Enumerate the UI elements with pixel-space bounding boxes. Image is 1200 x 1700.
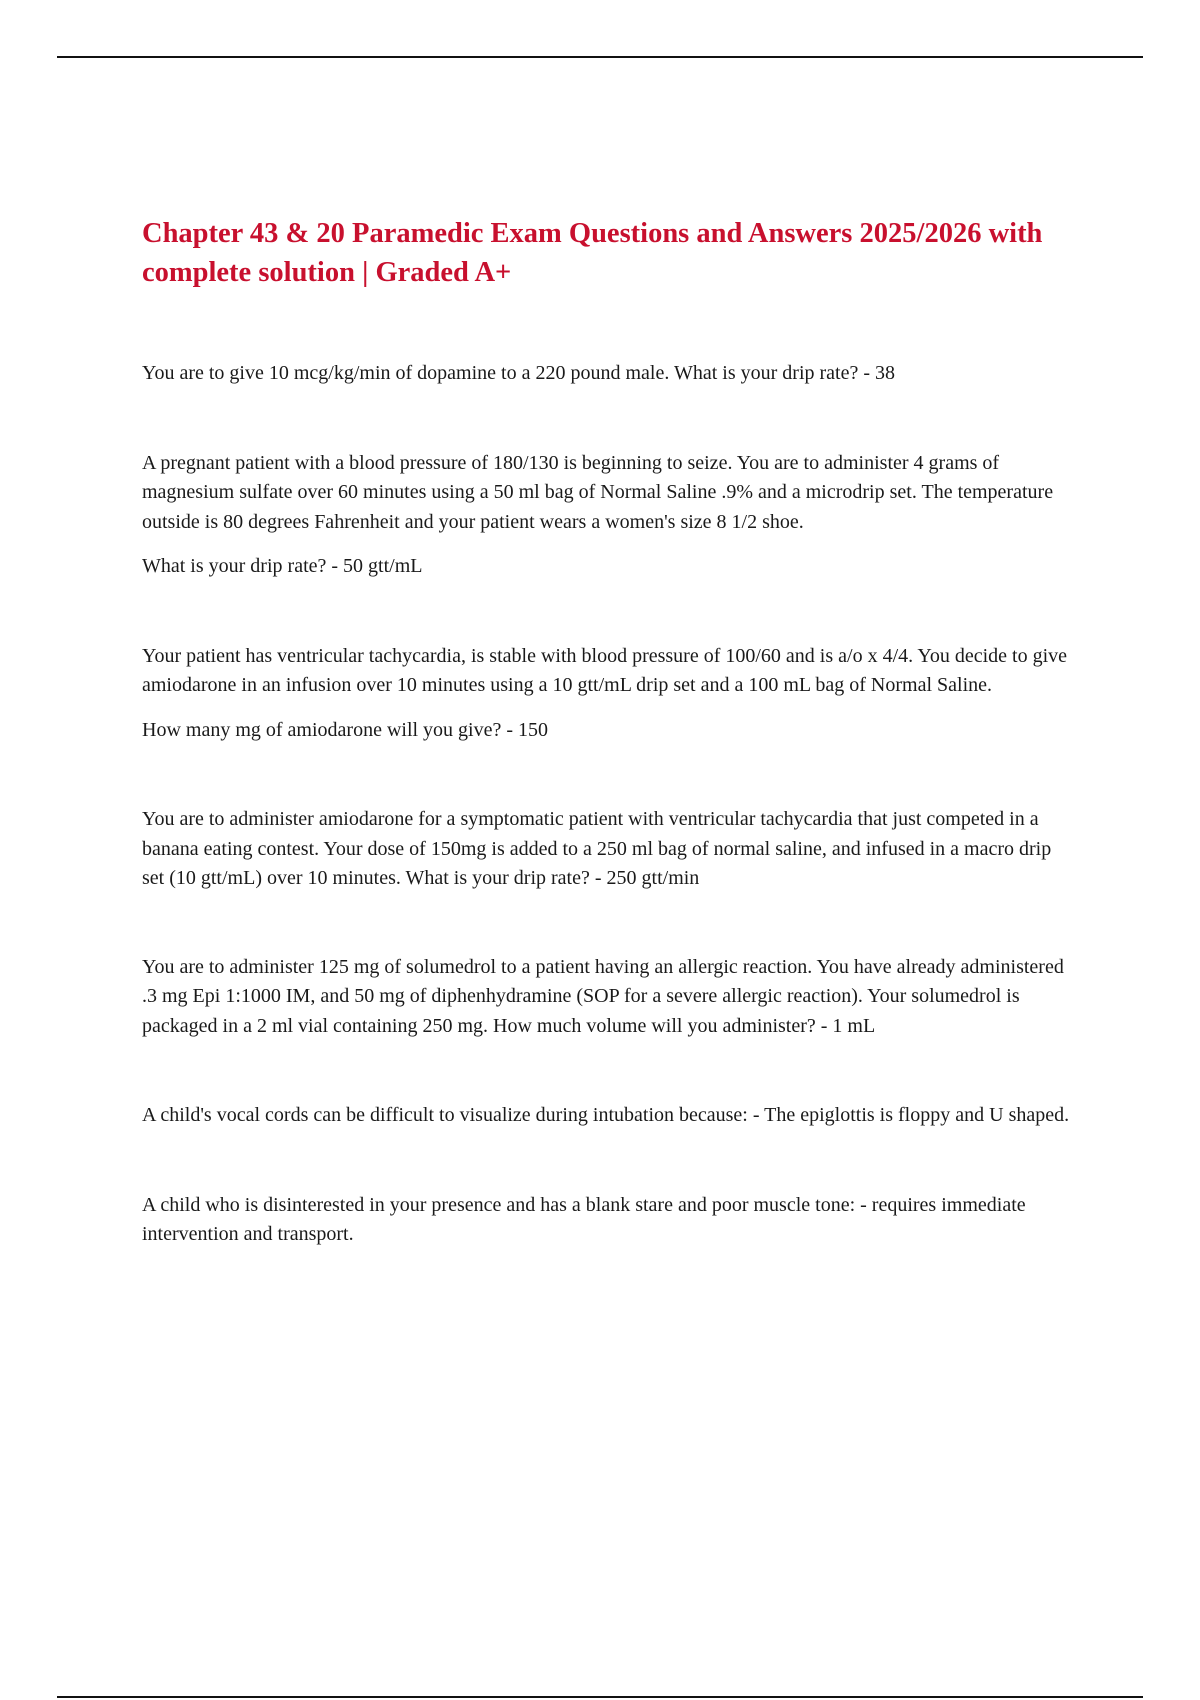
question-item — [142, 359, 1077, 389]
document-title: Chapter 43 & 20 Paramedic Exam Questions and Answers 2025/2026 with complete solution | Graded A+ — [142, 218, 1043, 288]
bottom-rule — [57, 1696, 1143, 1698]
question-text: A child's vocal cords can be difficult to visualize during intubation because: - The epiglottis is floppy and U shaped. — [142, 1104, 1070, 1126]
document-content — [142, 214, 1077, 1250]
top-rule — [57, 56, 1143, 58]
question-text: Your patient has ventricular tachycardia, is stable with blood pressure of 100/60 and is a/o x 4/4. You decide to give amiodarone in an infusion over 10 minutes using a 10 gtt/mL drip set and a 100 mL bag of Normal Saline. — [142, 644, 1068, 696]
question-text: A pregnant patient with a blood pressure of 180/130 is beginning to seize. You are to administer 4 grams of magnesium sulfate over 60 minutes using a 50 ml bag of Normal Saline .9% and a microdrip set. The temperature outside is 80 degrees Fahrenheit and your patient wears a women's size 8 1/2 shoe. — [142, 451, 1054, 533]
question-item — [142, 449, 1077, 582]
question-item — [142, 642, 1077, 746]
question-item — [142, 1101, 1077, 1131]
question-text: You are to administer 125 mg of solumedrol to a patient having an allergic reaction. You have already administered .3 mg Epi 1:1000 IM, and 50 mg of diphenhydramine (SOP for a severe allergic reaction). Your solumedrol is packaged in a 2 ml vial containing 250 mg. How much volume will you administer? - 1 mL — [142, 955, 1064, 1037]
question-item — [142, 953, 1077, 1042]
question-text: You are to give 10 mcg/kg/min of dopamine to a 220 pound male. What is your drip rate? - 38 — [142, 362, 896, 384]
question-text: How many mg of amiodarone will you give? - 150 — [142, 718, 549, 741]
question-item — [142, 1191, 1077, 1250]
question-text: You are to administer amiodarone for a symptomatic patient with ventricular tachycardia that just competed in a banana eating contest. Your dose of 150mg is added to a 250 ml bag of normal saline, and infused in a macro drip set (10 gtt/mL) over 10 minutes. What is your drip rate? - 250 gtt/min — [142, 808, 1052, 889]
question-item — [142, 805, 1077, 894]
question-text: A child who is disinterested in your presence and has a blank stare and poor muscle tone: - requires immediate intervention and transport. — [142, 1193, 1026, 1245]
question-list — [142, 359, 1077, 1250]
question-text: What is your drip rate? - 50 gtt/mL — [142, 555, 423, 577]
